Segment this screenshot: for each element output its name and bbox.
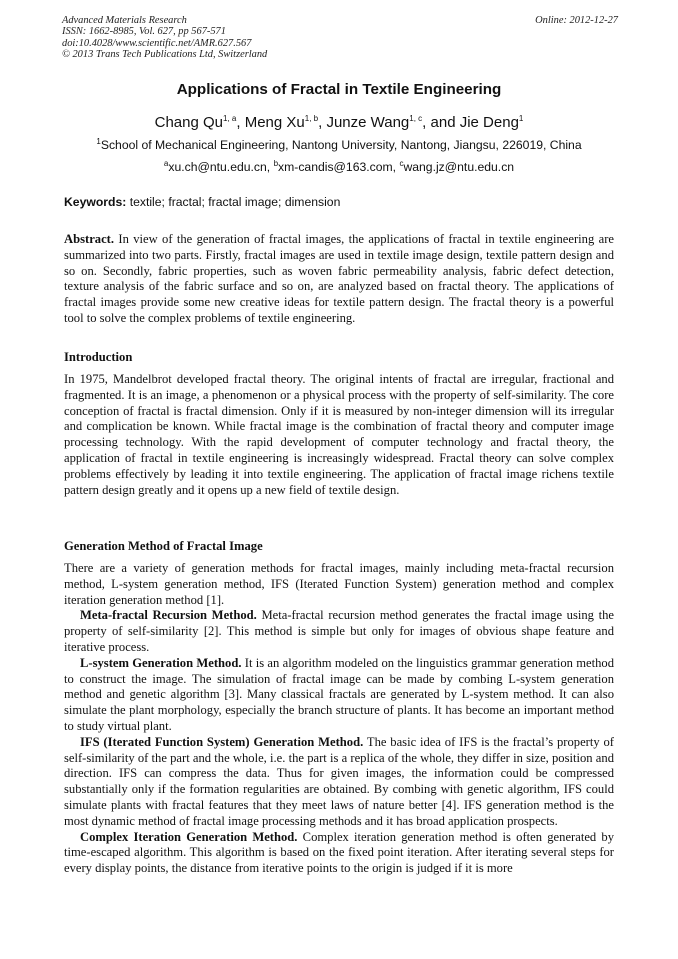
keywords (64, 195, 620, 209)
author-sup: 1 (518, 114, 524, 123)
email-sup: b (273, 158, 279, 168)
journal-issn: ISSN: 1662-8985, Vol. 627, pp 567-571 (62, 26, 226, 38)
method-text: Complex iteration generation method is often generated by time-escaped algorithm. This algorithm is based on the fixed point iteration. After iterating several steps for every display points, the distance from iterative points to the origin is judged if it is more (64, 829, 615, 876)
abstract-label: Abstract. (64, 232, 115, 246)
author-sep: , (318, 114, 327, 131)
keywords-label: Keywords: (64, 195, 127, 209)
author-name: Jie Deng (459, 114, 519, 131)
paper-title: Applications of Fractal in Textile Engineering (176, 81, 502, 98)
author-name: Junze Wang (326, 114, 410, 131)
method-lead: IFS (Iterated Function System) Generation Method. (80, 734, 364, 749)
section-heading-introduction: Introduction (64, 350, 133, 364)
method-paragraph (64, 830, 614, 877)
method-text: Meta-fractal recursion method generates the fractal image using the property of self-similarity [2]. This method is simple but only for images of obvious shape feature and iterative process. (64, 608, 615, 654)
author (155, 114, 245, 131)
introduction-paragraph: In 1975, Mandelbrot developed fractal theory. The original intents of fractal are irregular, fractional and fragmented. It is an image, a phenomenon or a physical process with the property of self-similarity. The core conception of fractal is fractal dimension. Only if it is measured by non-integer dimension will its irregular and complication be known. While fractal image is the combination of fractal theory and computer image processing technology. With the rapid development of computer technology and fractal theory, the application of fractal in textile engineering is increasingly widespread. Fractal theory can solve complex problems effectively by leading it into textile engineering. The application of fractal image richens textile pattern design greatly and it opens up a new field of textile design. (64, 372, 614, 497)
email-sup: c (399, 158, 404, 168)
journal-copyright: © 2013 Trans Tech Publications Ltd, Switzerland (62, 49, 268, 61)
method-paragraph (64, 735, 614, 830)
email-list (0, 160, 678, 174)
email-text: xu.ch@ntu.edu.cn, (168, 160, 274, 174)
email-text: wang.jz@ntu.edu.cn (403, 160, 515, 174)
section-heading-generation: Generation Method of Fractal Image (64, 539, 263, 553)
introduction-body (64, 372, 614, 498)
author (460, 114, 524, 131)
journal-name: Advanced Materials Research (62, 15, 187, 26)
method-text: The basic idea of IFS is the fractal’s property of self-similarity of the part and the whole, i.e. the part is a replica of the whole, they differ in size, position and direction. IFS can compress the data. Thus for given images, the information could be compressed substantially only if the formation regularities are obtained. By combing with genetic algorithm, IFS could simulate plants with fractal features that they meet laws of nature better [4]. IFS generation method is the most dynamic method of fractal image processing methods and it has broad application prospects. (64, 734, 614, 828)
online-date: Online: 2012-12-27 (535, 15, 618, 26)
email-text: xm-candis@163.com, (278, 160, 400, 174)
journal-doi: doi:10.4028/www.scientific.net/AMR.627.567 (62, 37, 252, 49)
affiliation (0, 138, 678, 152)
author-sup: 1, b (304, 114, 319, 123)
keywords-text: textile; fractal; fractal image; dimension (129, 195, 341, 209)
affiliation-sup: 1 (96, 136, 101, 146)
author-name: Chang Qu (154, 114, 224, 131)
author (245, 114, 327, 131)
generation-intro: There are a variety of generation methods for fractal images, mainly including meta-fractal recursion method, L-system generation method, IFS (Iterated Function System) generation method and complex iteration generation method [1]. (64, 561, 614, 607)
email-sup: a (163, 158, 169, 168)
method-paragraph (64, 608, 614, 655)
author-list (0, 114, 678, 131)
author-sup: 1, c (409, 114, 423, 123)
author (326, 114, 459, 131)
method-lead: L-system Generation Method. (80, 655, 242, 670)
abstract-text: In view of the generation of fractal images, the applications of fractal in textile engineering are summarized into two parts. Firstly, fractal images are used in textile image design, textile pattern design and so on. Secondly, fabric properties, such as woven fabric permeability analysis, fabric defect detection, texture analysis of the fabric surface and so on, are analyzed based on fractal theory. The applications of fractal images provide some new creative ideas for textile pattern design. The fractal theory is a powerful tool to solve the complex problems of textile engineering. (64, 232, 614, 325)
method-lead: Complex Iteration Generation Method. (80, 829, 298, 844)
abstract-paragraph (64, 232, 614, 327)
abstract (64, 232, 614, 327)
author-sep: , and (422, 114, 460, 131)
author-sep: , (236, 114, 245, 131)
method-text: It is an algorithm modeled on the linguistics grammar generation method to construct the image. The simulation of fractal image can be made by combing L-system generation method and genetic algorithm [3]. Many classical fractals are generated by L-system method. It can also simulate the plant morphology, especially the branch structure of plants. It has become an important method to study virtual plant. (64, 655, 614, 733)
method-paragraph (64, 656, 614, 735)
author-sup: 1, a (223, 114, 237, 123)
journal-header (62, 15, 618, 61)
generation-body (64, 561, 614, 877)
author-name: Meng Xu (244, 114, 305, 131)
affiliation-text: School of Mechanical Engineering, Nantong University, Nantong, Jiangsu, 226019, China (100, 138, 582, 152)
method-lead: Meta-fractal Recursion Method. (80, 608, 257, 623)
